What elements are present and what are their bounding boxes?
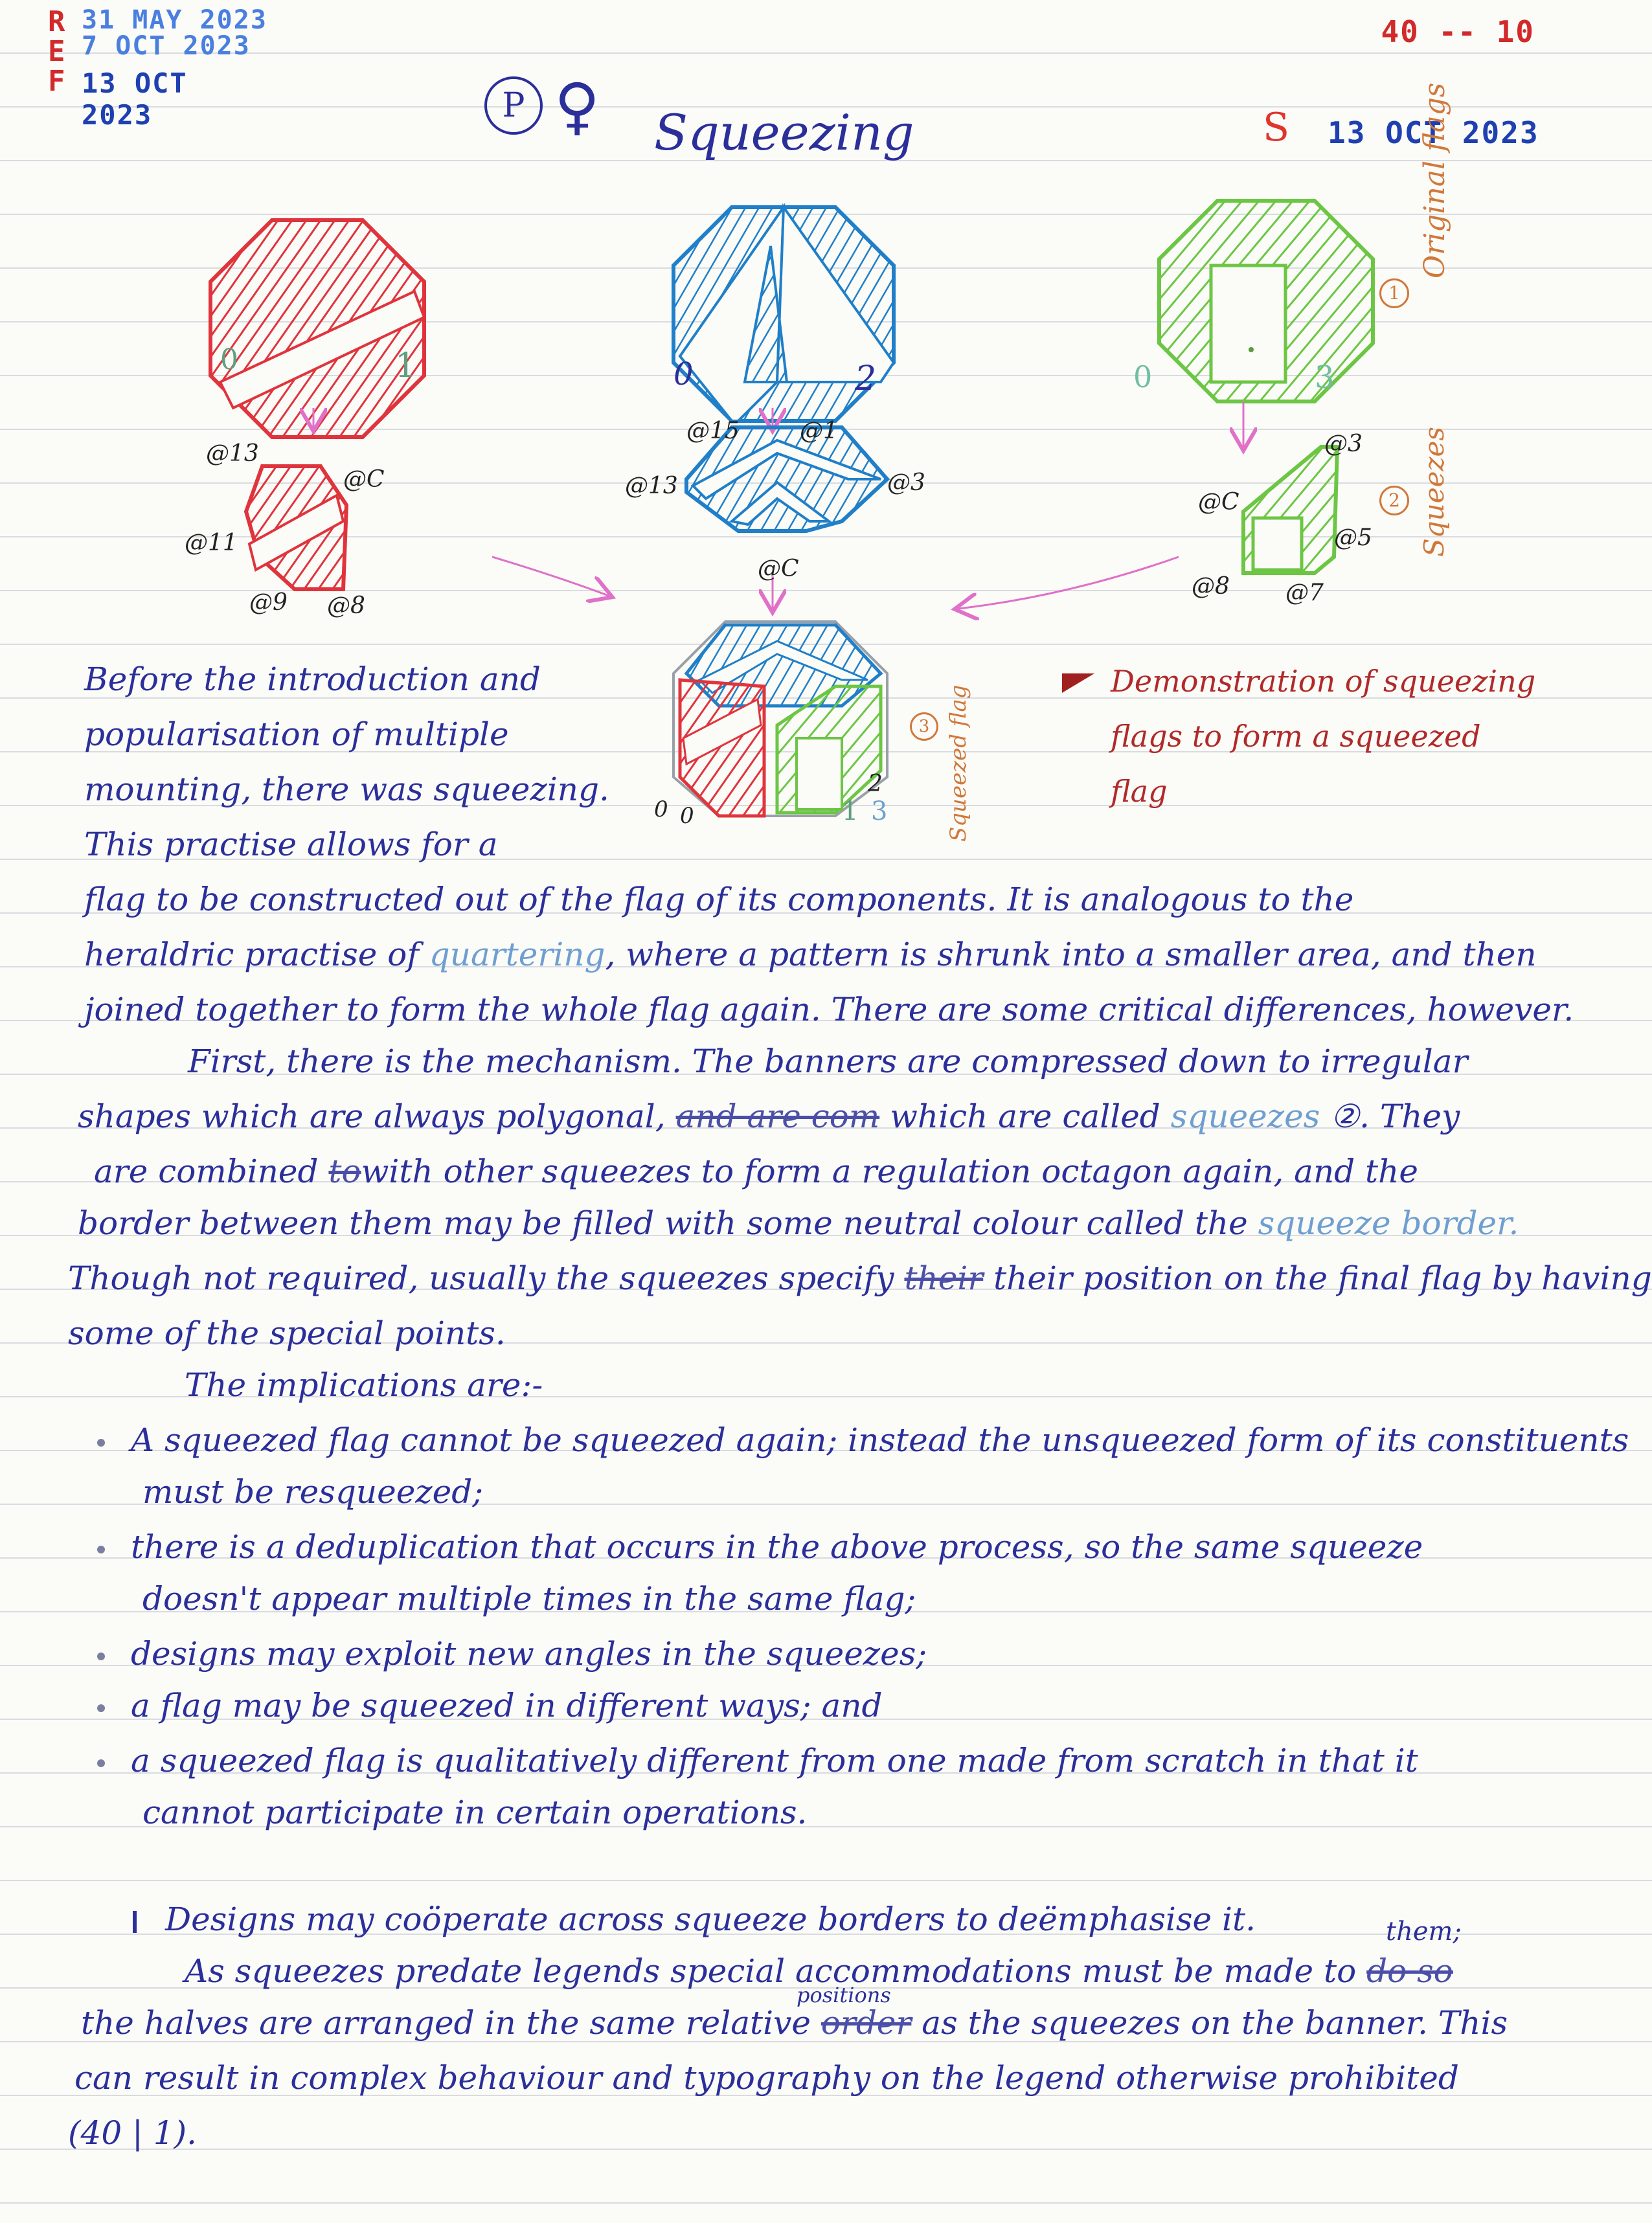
squeezes-num-circle xyxy=(1379,486,1409,515)
p2-l2-c: They xyxy=(1379,1098,1460,1135)
intro-line-4: This practise allows for a xyxy=(84,826,498,863)
combined-label-3: 3 xyxy=(871,796,888,826)
p1-line-3: joined together to form the whole flag again. There are some critical differences, however. xyxy=(84,991,1574,1028)
last-line-4: (40 | 1). xyxy=(68,2114,197,2152)
red-anchor-13: @13 xyxy=(206,440,259,467)
red-anchor-c: @C xyxy=(343,466,385,493)
blue-flag-label-0: 0 xyxy=(673,356,694,392)
caption-line-1: Demonstration of squeezing xyxy=(1111,664,1536,699)
blue-anchor-1: @1 xyxy=(800,418,838,444)
last-l2-b: as the squeezes on the banner. This xyxy=(922,2004,1508,2042)
squeezed-num: 3 xyxy=(918,717,930,736)
squeezed-num-circle xyxy=(910,712,938,741)
ref-stamp xyxy=(48,5,268,131)
original-flags-label: Original flags xyxy=(1418,82,1451,278)
bullet-1-cont: must be resqueezed; xyxy=(142,1473,484,1511)
bullet-3 xyxy=(97,1635,927,1673)
blue-flag-label-2: 2 xyxy=(855,359,877,398)
bullet-1 xyxy=(97,1421,1629,1459)
p2-l2-num: ②. xyxy=(1330,1098,1370,1135)
green-anchor-3: @3 xyxy=(1324,431,1363,457)
venus-icon: ♀ xyxy=(554,70,600,142)
squeezes-term: squeezes xyxy=(1170,1098,1320,1135)
p2-line-3 xyxy=(94,1153,1418,1190)
ref-letter-r: R xyxy=(48,5,67,38)
last-l2-strike: order xyxy=(820,2004,912,2042)
squeezes-label: Squeezes xyxy=(1418,427,1450,557)
p-circle xyxy=(484,76,543,135)
green-anchor-c: @C xyxy=(1198,489,1239,515)
p1-l2-b: , where a pattern is shrunk into a smaller area, and then xyxy=(605,936,1537,973)
red-flag-label-1: 1 xyxy=(395,346,417,385)
red-squeeze xyxy=(246,466,346,589)
p2-l5-a: Though not required, usually the squeezes specify xyxy=(68,1259,894,1297)
squeeze-border-term: squeeze border. xyxy=(1258,1204,1519,1242)
combined-label-0b: 0 xyxy=(680,803,694,829)
p2-line-1: First, there is the mechanism. The banners are compressed down to irregular xyxy=(188,1043,1468,1080)
blue-anchor-15: @15 xyxy=(686,418,740,444)
p2-l2-strike: and are com xyxy=(675,1098,880,1135)
p1-line-1: flag to be constructed out of the flag of its components. It is analogous to the xyxy=(84,881,1354,918)
green-original-flag xyxy=(1159,201,1373,401)
red-flag-label-0: 0 xyxy=(220,343,238,376)
p1-l2-a: heraldric practise of xyxy=(84,936,419,973)
ref-letter-f: F xyxy=(48,65,67,98)
bullet-1-line-1: A squeezed flag cannot be squeezed again; instead the unsqueezed form of its constituents xyxy=(131,1421,1629,1459)
bullet-dot xyxy=(97,1653,105,1660)
intro-line-1: Before the introduction and xyxy=(84,660,541,698)
p2-l2-b: which are called xyxy=(890,1098,1160,1135)
caption-triangle-icon xyxy=(1062,673,1094,693)
insert-positions: positions xyxy=(797,1983,891,2007)
green-anchor-8: @8 xyxy=(1192,573,1230,600)
ref-letter-e: E xyxy=(48,35,67,68)
p2-l4-a: border between them may be filled with some neutral colour called the xyxy=(78,1204,1248,1242)
squeezed-flag-label: Squeezed flag xyxy=(945,684,971,842)
s-date: 13 OCT 2023 xyxy=(1328,115,1539,150)
p2-line-4 xyxy=(78,1204,1519,1242)
p2-l3-strike: to xyxy=(328,1153,361,1190)
green-anchor-7: @7 xyxy=(1285,580,1324,606)
p2-l5-strike: their xyxy=(904,1259,984,1297)
bullet-dot xyxy=(97,1704,105,1712)
bullet-dot xyxy=(97,1759,105,1767)
green-flag-label-0: 0 xyxy=(1133,359,1153,394)
p2-l2-a: shapes which are always polygonal, xyxy=(78,1098,666,1135)
last-line-3: can result in complex behaviour and typography on the legend otherwise prohibited xyxy=(74,2059,1459,2097)
bullet-dot xyxy=(97,1546,105,1553)
page-number: 40 -- 10 xyxy=(1381,14,1535,49)
green-flag-label-3: 3 xyxy=(1315,359,1335,396)
red-anchor-11: @11 xyxy=(185,530,238,556)
p-mark: P xyxy=(502,86,525,125)
note-line xyxy=(133,1901,1256,1938)
p2-l3-b: with other squeezes to form a regulation octagon again, and the xyxy=(361,1153,1418,1190)
ref-date-1: 31 MAY 2023 xyxy=(82,5,267,35)
p2-l3-a: are combined xyxy=(94,1153,319,1190)
bullet-2-line-1: there is a deduplication that occurs in the above process, so the same squeeze xyxy=(131,1528,1423,1566)
green-squeeze xyxy=(1243,447,1337,573)
p2-line-2 xyxy=(78,1098,1460,1135)
p1-line-2 xyxy=(84,936,1537,973)
page-title: Squeezing xyxy=(654,104,914,161)
combined-label-2: 2 xyxy=(868,771,883,797)
intro-line-2: popularisation of multiple xyxy=(84,716,509,753)
red-anchor-8: @8 xyxy=(327,592,365,619)
squeezes-num: 2 xyxy=(1388,490,1400,511)
p2-line-5 xyxy=(68,1259,1652,1297)
quartering-link: quartering xyxy=(429,936,605,973)
last-l1-a: As squeezes predate legends special accommodations must be made to xyxy=(185,1952,1357,1990)
implications-heading: The implications are:- xyxy=(185,1366,543,1404)
combined-label-0a: 0 xyxy=(654,796,668,822)
red-anchor-9: @9 xyxy=(249,589,288,616)
bullet-4-line-1: a flag may be squeezed in different ways; and xyxy=(131,1687,883,1724)
blue-anchor-c: @C xyxy=(758,556,799,582)
caption-line-2: flags to form a squeezed xyxy=(1111,719,1481,754)
green-anchor-5: @5 xyxy=(1334,525,1372,551)
ref-date-2: 7 OCT 2023 xyxy=(82,31,251,61)
combined-squeezed-flag xyxy=(673,622,887,816)
p2-line-6: some of the special points. xyxy=(68,1315,506,1352)
bullet-4 xyxy=(97,1687,883,1724)
combined-label-1: 1 xyxy=(842,796,859,826)
last-line-2 xyxy=(81,2004,1508,2042)
bullet-5-cont: cannot participate in certain operations. xyxy=(142,1794,808,1831)
p2-l5-b: their position on the final flag by having xyxy=(993,1259,1652,1297)
ref-date-3: 13 OCT 2023 xyxy=(82,67,188,131)
intro-line-3: mounting, there was squeezing. xyxy=(84,771,609,808)
last-l2-a: the halves are arranged in the same relative xyxy=(81,2004,811,2042)
note-text: Designs may coöperate across squeeze borders to deëmphasise it. xyxy=(165,1901,1256,1938)
original-num-circle xyxy=(1379,278,1409,308)
bullet-5-line-1: a squeezed flag is qualitatively different from one made from scratch in that it xyxy=(131,1742,1418,1779)
blue-anchor-13: @13 xyxy=(625,473,678,499)
original-num: 1 xyxy=(1388,282,1400,304)
s-mark: S xyxy=(1263,105,1290,150)
red-original-flag xyxy=(210,220,424,437)
note-marker-icon xyxy=(133,1911,137,1933)
bullet-5 xyxy=(97,1742,1418,1779)
last-l1-strike: do so xyxy=(1366,1952,1453,1990)
bullet-2-cont: doesn't appear multiple times in the same flag; xyxy=(142,1580,916,1618)
bullet-3-line-1: designs may exploit new angles in the squeezes; xyxy=(131,1635,927,1673)
bullet-2 xyxy=(97,1528,1423,1566)
blue-anchor-3: @3 xyxy=(887,469,925,496)
insert-them: them; xyxy=(1386,1917,1462,1947)
caption-line-3: flag xyxy=(1111,774,1168,809)
bullet-dot xyxy=(97,1439,105,1447)
